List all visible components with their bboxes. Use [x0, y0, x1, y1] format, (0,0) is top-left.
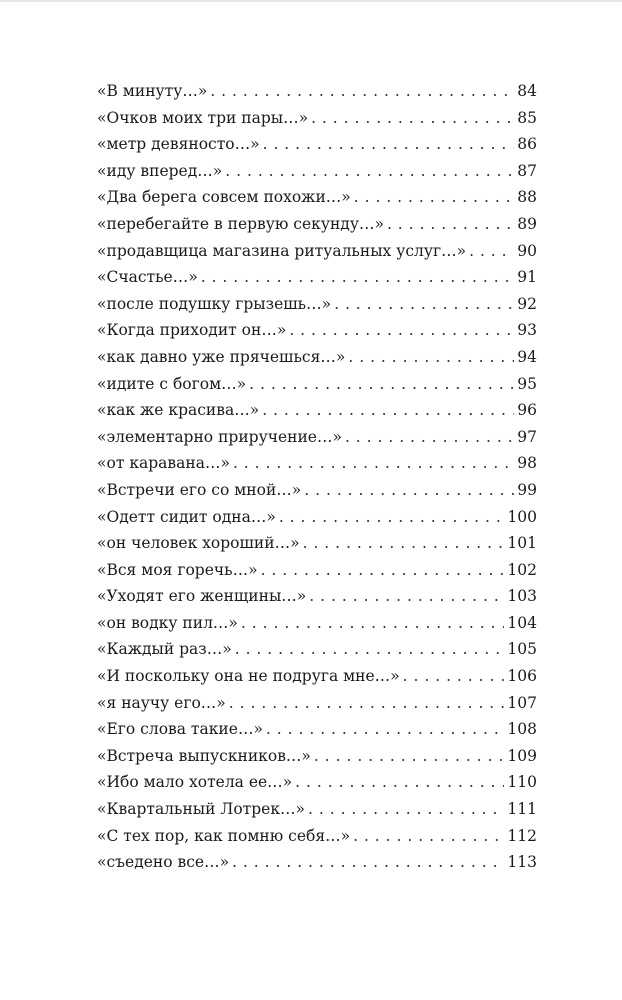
toc-entry — [97, 344, 537, 371]
toc-entry — [97, 238, 537, 265]
toc-entry-title: «И поскольку она не подруга мне…» — [97, 667, 400, 686]
toc-entry-title: «элементарно приручение…» — [97, 427, 342, 446]
toc-entry-page-number: 97 — [517, 427, 537, 446]
toc-entry — [97, 849, 537, 876]
dot-leader — [334, 291, 514, 318]
toc-entry-title: «как же красива…» — [97, 401, 260, 420]
dot-leader — [469, 238, 514, 265]
toc-entry-page-number: 112 — [507, 826, 537, 845]
dot-leader — [345, 424, 514, 451]
toc-entry — [97, 769, 537, 796]
toc-entry-page-number: 110 — [507, 773, 537, 792]
toc-entry — [97, 131, 537, 158]
dot-leader — [262, 397, 514, 424]
dot-leader — [279, 504, 505, 531]
table-of-contents — [97, 78, 537, 876]
toc-entry-title: «Ибо мало хотела ее…» — [97, 773, 293, 792]
toc-entry — [97, 583, 537, 610]
toc-entry — [97, 663, 537, 690]
dot-leader — [235, 636, 505, 663]
toc-entry — [97, 184, 537, 211]
dot-leader — [232, 849, 504, 876]
dot-leader — [314, 743, 504, 770]
toc-entry-title: «Каждый раз…» — [97, 640, 232, 659]
toc-entry — [97, 557, 537, 584]
toc-entry-title: «Квартальный Лотрек…» — [97, 800, 306, 819]
dot-leader — [241, 610, 505, 637]
toc-entry — [97, 158, 537, 185]
dot-leader — [249, 371, 514, 398]
toc-entry-page-number: 93 — [517, 321, 537, 340]
toc-entry-title: «иду вперед…» — [97, 161, 223, 180]
toc-entry — [97, 743, 537, 770]
toc-entry — [97, 317, 537, 344]
toc-entry-page-number: 100 — [507, 507, 537, 526]
toc-entry-page-number: 105 — [507, 640, 537, 659]
toc-entry — [97, 211, 537, 238]
dot-leader — [354, 184, 515, 211]
toc-entry-page-number: 91 — [517, 268, 537, 287]
toc-entry-title: «перебегайте в первую секунду…» — [97, 214, 384, 233]
dot-leader — [229, 690, 505, 717]
toc-entry — [97, 716, 537, 743]
dot-leader — [387, 211, 514, 238]
toc-entry-page-number: 106 — [507, 667, 537, 686]
toc-entry-page-number: 107 — [507, 693, 537, 712]
toc-entry-title: «Встреча выпускников…» — [97, 746, 311, 765]
toc-entry-page-number: 101 — [507, 534, 537, 553]
dot-leader — [261, 557, 505, 584]
dot-leader — [289, 317, 514, 344]
dot-leader — [348, 344, 514, 371]
dot-leader — [201, 264, 515, 291]
toc-entry — [97, 690, 537, 717]
toc-entry-title: «я научу его…» — [97, 693, 226, 712]
dot-leader — [403, 663, 505, 690]
toc-entry-title: «Уходят его женщины…» — [97, 587, 307, 606]
toc-entry-page-number: 96 — [517, 401, 537, 420]
dot-leader — [233, 450, 514, 477]
toc-entry — [97, 450, 537, 477]
toc-entry-title: «от каравана…» — [97, 454, 230, 473]
dot-leader — [311, 105, 514, 132]
toc-entry-title: «Его слова такие…» — [97, 720, 263, 739]
toc-entry — [97, 371, 537, 398]
toc-entry-page-number: 87 — [517, 161, 537, 180]
toc-entry-title: «С тех пор, как помню себя…» — [97, 826, 351, 845]
dot-leader — [353, 823, 504, 850]
dot-leader — [295, 769, 504, 796]
toc-entry — [97, 291, 537, 318]
toc-entry-page-number: 88 — [517, 188, 537, 207]
toc-entry-title: «Очков моих три пары…» — [97, 108, 309, 127]
toc-entry-page-number: 95 — [517, 374, 537, 393]
dot-leader — [225, 158, 514, 185]
toc-entry-page-number: 111 — [507, 800, 537, 819]
toc-entry — [97, 424, 537, 451]
toc-entry-page-number: 99 — [517, 480, 537, 499]
toc-entry-title: «метр девяносто…» — [97, 135, 260, 154]
toc-entry-page-number: 94 — [517, 347, 537, 366]
dot-leader — [266, 716, 504, 743]
toc-entry-title: «идите с богом…» — [97, 374, 247, 393]
toc-entry — [97, 610, 537, 637]
toc-entry-page-number: 84 — [517, 82, 537, 100]
toc-entry — [97, 105, 537, 132]
toc-entry — [97, 78, 537, 105]
toc-entry-title: «В минуту…» — [97, 82, 208, 100]
toc-entry-title: «после подушку грызешь…» — [97, 294, 332, 313]
dot-leader — [263, 131, 515, 158]
dot-leader — [304, 477, 514, 504]
toc-entry-page-number: 90 — [517, 241, 537, 260]
toc-entry-page-number: 108 — [507, 720, 537, 739]
dot-leader — [308, 796, 504, 823]
toc-entry-title: «он водку пил…» — [97, 613, 238, 632]
toc-entry-page-number: 85 — [517, 108, 537, 127]
toc-entry-page-number: 98 — [517, 454, 537, 473]
page-top-divider — [0, 0, 622, 2]
toc-entry-page-number: 89 — [517, 214, 537, 233]
toc-entry-page-number: 113 — [507, 853, 537, 872]
toc-entry-page-number: 104 — [507, 613, 537, 632]
toc-entry-title: «он человек хороший…» — [97, 534, 300, 553]
toc-entry-title: «Вся моя горечь…» — [97, 560, 258, 579]
toc-entry-page-number: 86 — [517, 135, 537, 154]
dot-leader — [309, 583, 504, 610]
toc-entry-page-number: 109 — [507, 746, 537, 765]
toc-entry — [97, 397, 537, 424]
toc-entry-title: «Когда приходит он…» — [97, 321, 287, 340]
toc-entry-page-number: 102 — [507, 560, 537, 579]
toc-entry — [97, 264, 537, 291]
toc-entry-title: «как давно уже прячешься…» — [97, 347, 346, 366]
toc-entry — [97, 796, 537, 823]
toc-entry — [97, 504, 537, 531]
toc-entry-title: «Одетт сидит одна…» — [97, 507, 276, 526]
toc-entry-title: «продавщица магазина ритуальных услуг…» — [97, 241, 467, 260]
toc-entry-title: «Счастье…» — [97, 268, 198, 287]
toc-entry-page-number: 103 — [507, 587, 537, 606]
toc-entry-title: «Два берега совсем похожи…» — [97, 188, 351, 207]
toc-entry-title: «съедено все…» — [97, 853, 230, 872]
toc-entry-page-number: 92 — [517, 294, 537, 313]
toc-entry — [97, 823, 537, 850]
toc-entry-title: «Встречи его со мной…» — [97, 480, 302, 499]
dot-leader — [210, 78, 514, 105]
toc-entry — [97, 530, 537, 557]
toc-entry — [97, 477, 537, 504]
toc-entry — [97, 636, 537, 663]
dot-leader — [303, 530, 505, 557]
